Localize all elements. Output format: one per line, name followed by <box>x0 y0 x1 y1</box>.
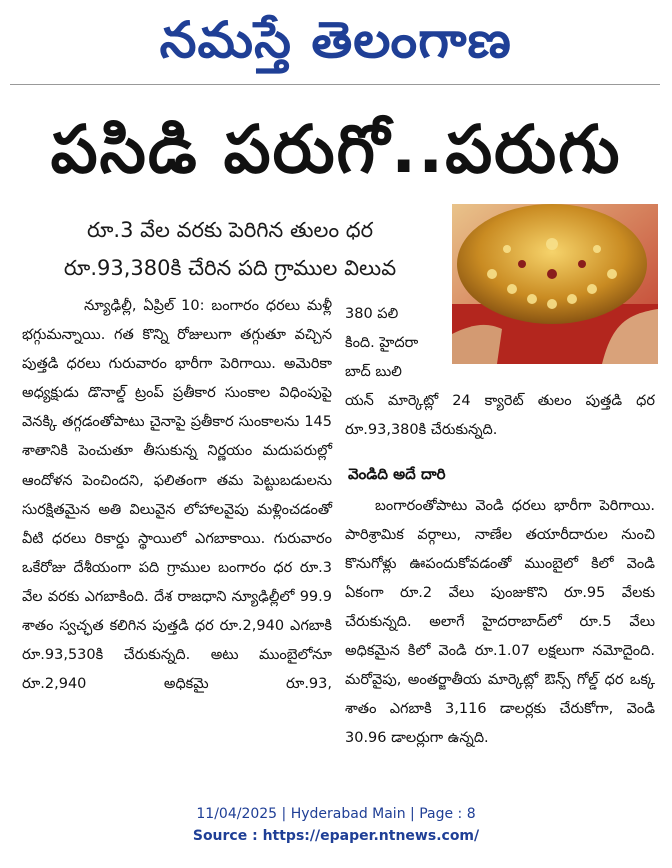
headline: పసిడి పరుగో..పరుగు <box>50 111 622 188</box>
masthead <box>0 4 672 76</box>
narrow-line: కింది. హైదరా <box>345 335 419 351</box>
narrow-line: 380 పలి <box>345 306 399 322</box>
article-left-column <box>22 292 332 699</box>
subhead-1: రూ.3 వేల వరకు పెరిగిన తులం ధర <box>86 218 374 242</box>
article-lead-paragraph: న్యూఢిల్లీ, ఏప్రిల్ 10: బంగారం ధరలు మళ్లీ భగ్గుమన్నాయి. గత కొన్ని రోజులుగా తగ్గుతూ వచ్చిన పుత్తడి ధరలు గురువారం భారీగా పెరిగాయి. అమెరికా అధ్యక్షుడు డొనాల్డ్ ట్రంప్ ప్రతీకార సుంకాల విధింపుపై వెనక్కి తగ్గడంతోపాటు చైనాపై ప్రతీకార సుంకాలను 145 శాతానికి పెంచుతూ తీసుకున్న నిర్ణయం మదుపరుల్లో ఆందోళన పెంచిందని, ఫలితంగా తమ పెట్టుబడులను సురక్షితమైన అతి విలువైన లోహాలవైపు మళ్లించడంతో వీటి ధరలు రికార్డు స్థాయిలో ఎగబాకాయి. గురువారం ఒకేరోజు దేశీయంగా పది గ్రాముల బంగారం ధర రూ.3 వేల వరకు ఎగబాకింది. దేశ రాజధాని న్యూఢిల్లీలో 99.9 శాతం స్వచ్ఛత కలిగిన పుత్తడి ధర రూ.2,940 ఎగబాకి రూ.93,530కి చేరుకున్నది. అటు ముంబైలోనూ రూ.2,940 అధికమై రూ.93, <box>22 298 332 693</box>
silver-section <box>345 492 655 753</box>
masthead-title: నమస్తే తెలంగాణ <box>159 11 513 69</box>
article-right-narrow <box>345 300 445 387</box>
section-heading: వెండిది అదే దారి <box>348 465 446 483</box>
narrow-line: బాద్ బులి <box>345 364 402 380</box>
masthead-divider <box>10 84 660 85</box>
continuation-paragraph: యన్ మార్కెట్లో 24 క్యారెట్ తులం పుత్తడి ధర రూ.93,380కి చేరుకున్నది. <box>345 393 655 438</box>
source-line: Source : https://epaper.ntnews.com/ <box>192 828 480 844</box>
jewellery-illustration <box>452 204 658 364</box>
article-right-continuation <box>345 387 655 445</box>
subhead-2: రూ.93,380కి చేరిన పది గ్రాముల విలువ <box>63 256 397 280</box>
edition-line: 11/04/2025 | Hyderabad Main | Page : 8 <box>196 806 476 822</box>
gold-jewellery-photo <box>452 204 658 364</box>
silver-paragraph: బంగారంతోపాటు వెండి ధరలు భారీగా పెరిగాయి. పారిశ్రామిక వర్గాలు, నాణేల తయారీదారుల నుంచి కొనుగోళ్లు ఊపందుకోవడంతో ముంబైలో కిలో వెండి ఏకంగా రూ.2 వేలు పుంజుకొని రూ.95 వేలకు చేరుకున్నది. అలాగే హైదరాబాద్‌లో రూ.5 వేలు అధికమైన కిలో వెండి రూ.1.07 లక్షలుగా నమోదైంది. మరోవైపు, అంతర్జాతీయ మార్కెట్లో ఔన్స్ గోల్డ్ ధర ఒక్క శాతం ఎగబాకి 3,116 డాలర్లకు చేరుకోగా, వెండి 30.96 డాలర్లుగా ఉన్నది. <box>345 498 655 746</box>
